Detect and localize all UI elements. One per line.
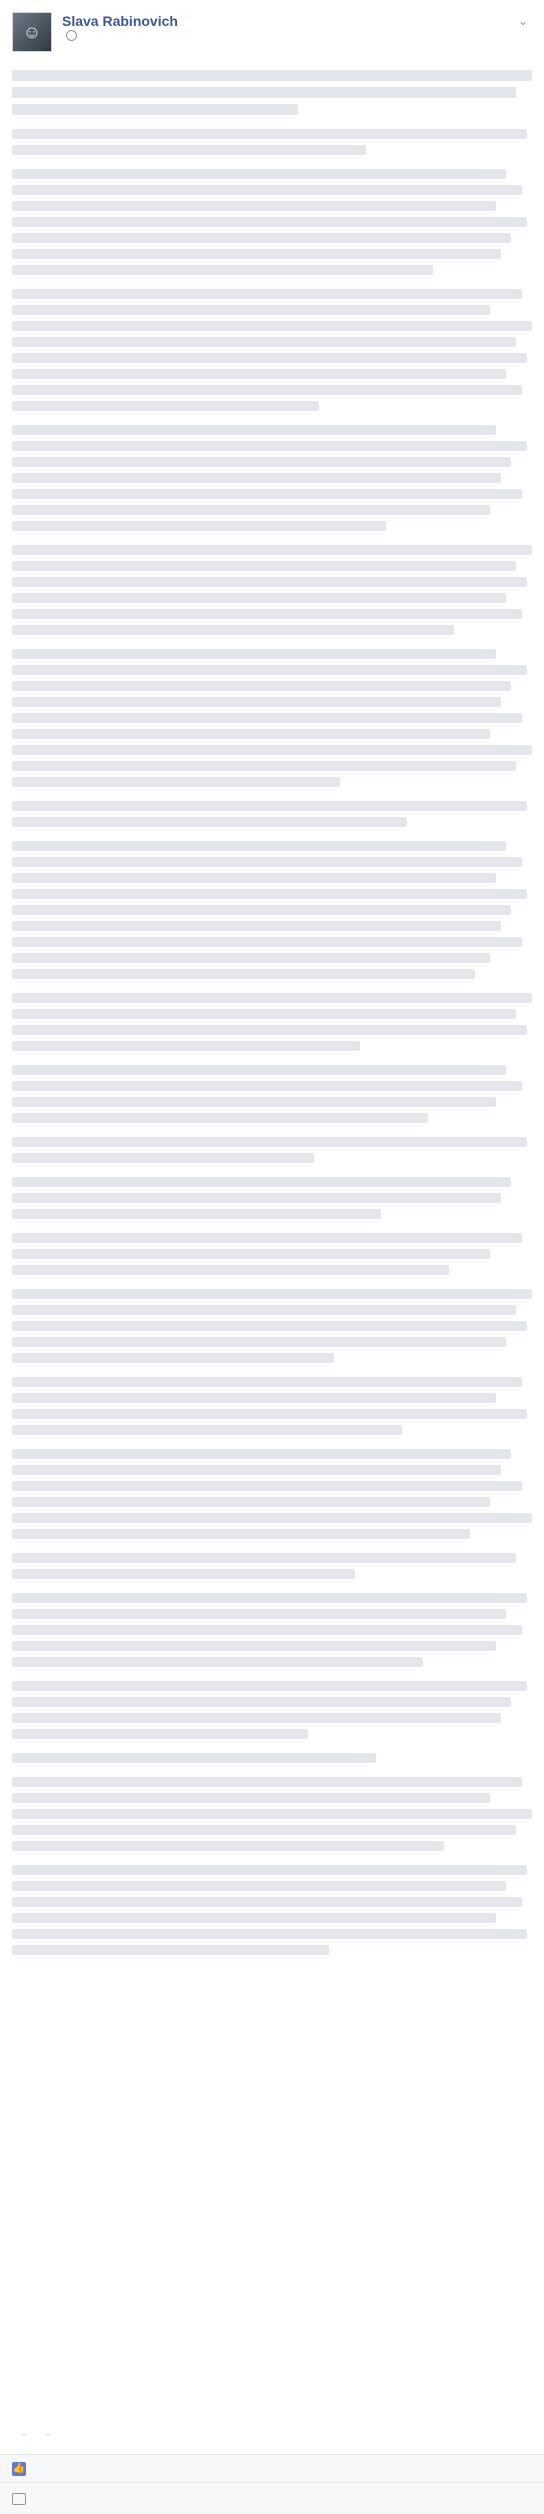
post-header <box>12 12 532 64</box>
text-line-placeholder <box>12 289 522 299</box>
text-line-placeholder <box>12 1641 496 1651</box>
text-line-placeholder <box>12 1481 522 1491</box>
text-line-placeholder <box>12 1209 381 1219</box>
text-line-placeholder <box>12 1177 511 1187</box>
text-line-placeholder <box>12 969 475 979</box>
post-paragraph <box>12 993 532 1051</box>
text-line-placeholder <box>12 1137 527 1147</box>
text-line-placeholder <box>12 1865 527 1875</box>
text-line-placeholder <box>12 1249 490 1259</box>
text-line-placeholder <box>12 1593 527 1603</box>
text-line-placeholder <box>12 337 516 347</box>
text-line-placeholder <box>12 1409 527 1419</box>
text-line-placeholder <box>12 801 527 811</box>
share-icon <box>12 2493 26 2505</box>
post-paragraph <box>12 1177 532 1219</box>
text-line-placeholder <box>12 1809 532 1819</box>
text-line-placeholder <box>12 1553 516 1563</box>
text-line-placeholder <box>12 937 522 947</box>
post-paragraph <box>12 1449 532 1539</box>
text-line-placeholder <box>12 1945 329 1955</box>
text-line-placeholder <box>12 1913 496 1923</box>
text-line-placeholder <box>12 1265 449 1275</box>
text-line-placeholder <box>12 921 501 931</box>
text-line-placeholder <box>12 697 501 707</box>
post-paragraph <box>12 425 532 531</box>
text-line-placeholder <box>12 953 490 963</box>
author-avatar[interactable]: ☺ <box>12 12 52 52</box>
text-line-placeholder <box>12 1825 516 1835</box>
text-line-placeholder <box>12 545 532 555</box>
text-line-placeholder <box>12 249 501 259</box>
text-line-placeholder <box>12 185 522 195</box>
text-line-placeholder <box>12 265 433 275</box>
post-paragraph <box>12 129 532 155</box>
text-line-placeholder <box>12 1393 496 1403</box>
text-line-placeholder <box>12 665 527 675</box>
text-line-placeholder <box>12 1465 501 1475</box>
text-line-placeholder <box>12 1529 470 1539</box>
text-line-placeholder <box>12 729 490 739</box>
text-line-placeholder <box>12 1025 527 1035</box>
shares-row <box>0 2483 544 2514</box>
post-paragraph <box>12 70 532 115</box>
post-paragraph <box>12 649 532 787</box>
separator-dot: · <box>46 2427 50 2441</box>
text-line-placeholder <box>12 489 522 499</box>
text-line-placeholder <box>12 873 496 883</box>
post-paragraph <box>12 1377 532 1435</box>
text-line-placeholder <box>12 713 522 723</box>
text-line-placeholder <box>12 385 522 395</box>
text-line-placeholder <box>12 1377 522 1387</box>
text-line-placeholder <box>12 1081 522 1091</box>
text-line-placeholder <box>12 305 490 315</box>
text-line-placeholder <box>12 1609 506 1619</box>
post-paragraph <box>12 1865 532 1955</box>
likes-bar <box>0 2454 544 2483</box>
text-line-placeholder <box>12 1009 516 1019</box>
text-line-placeholder <box>12 201 496 211</box>
text-line-placeholder <box>12 1753 376 1763</box>
text-line-placeholder <box>12 1041 360 1051</box>
text-line-placeholder <box>12 1793 490 1803</box>
text-line-placeholder <box>12 1321 527 1331</box>
text-line-placeholder <box>12 233 511 243</box>
text-line-placeholder <box>12 1929 527 1939</box>
text-line-placeholder <box>12 1065 506 1075</box>
separator-dot: · <box>22 2427 26 2441</box>
thumbs-up-icon: 👍 <box>12 2463 26 2474</box>
text-line-placeholder <box>12 1881 506 1891</box>
text-line-placeholder <box>12 1569 355 1579</box>
text-line-placeholder <box>12 1449 511 1459</box>
post-paragraph <box>12 169 532 275</box>
text-line-placeholder <box>12 1193 501 1203</box>
text-line-placeholder <box>12 473 501 483</box>
text-line-placeholder <box>12 505 490 515</box>
post-paragraph <box>12 1593 532 1667</box>
post-actions <box>12 2426 60 2442</box>
shares-bar <box>0 2482 544 2514</box>
text-line-placeholder <box>12 625 454 635</box>
text-line-placeholder <box>12 1513 532 1523</box>
text-line-placeholder <box>12 1337 506 1347</box>
text-line-placeholder <box>12 577 527 587</box>
post-paragraph <box>12 1289 532 1363</box>
post-paragraph <box>12 1777 532 1851</box>
text-line-placeholder <box>12 425 496 435</box>
post-paragraph <box>12 1681 532 1739</box>
post-paragraph <box>12 289 532 411</box>
post-paragraph <box>12 1753 532 1763</box>
text-line-placeholder <box>12 1289 532 1299</box>
text-line-placeholder <box>12 681 511 691</box>
post-content <box>12 70 532 1955</box>
text-line-placeholder <box>12 817 407 827</box>
text-line-placeholder <box>12 129 527 139</box>
author-name-link[interactable]: Slava Rabinovich <box>62 13 178 29</box>
text-line-placeholder <box>12 761 516 771</box>
text-line-placeholder <box>12 745 532 755</box>
text-line-placeholder <box>12 1113 428 1123</box>
text-line-placeholder <box>12 857 522 867</box>
text-line-placeholder <box>12 1729 308 1739</box>
text-line-placeholder <box>12 1777 522 1787</box>
post-paragraph <box>12 545 532 635</box>
text-line-placeholder <box>12 169 506 179</box>
post-paragraph <box>12 1065 532 1123</box>
text-line-placeholder <box>12 1153 314 1163</box>
likes-row <box>0 2455 544 2483</box>
text-line-placeholder <box>12 217 527 227</box>
text-line-placeholder <box>12 1713 501 1723</box>
text-line-placeholder <box>12 1305 516 1315</box>
text-line-placeholder <box>12 841 506 851</box>
text-line-placeholder <box>12 905 511 915</box>
text-line-placeholder <box>12 993 532 1003</box>
text-line-placeholder <box>12 70 532 81</box>
text-line-placeholder <box>12 353 527 363</box>
text-line-placeholder <box>12 889 527 899</box>
text-line-placeholder <box>12 1657 423 1667</box>
text-line-placeholder <box>12 777 340 787</box>
post-meta <box>62 12 178 41</box>
text-line-placeholder <box>12 1841 444 1851</box>
text-line-placeholder <box>12 1625 522 1635</box>
text-line-placeholder <box>12 145 366 155</box>
text-line-placeholder <box>12 561 516 571</box>
text-line-placeholder <box>12 321 532 331</box>
text-line-placeholder <box>12 1897 522 1907</box>
text-line-placeholder <box>12 401 319 411</box>
text-line-placeholder <box>12 369 506 379</box>
text-line-placeholder <box>12 609 522 619</box>
post-paragraph <box>12 1137 532 1163</box>
post-paragraph <box>12 801 532 827</box>
post-paragraph <box>12 1553 532 1579</box>
text-line-placeholder <box>12 593 506 603</box>
text-line-placeholder <box>12 1353 334 1363</box>
text-line-placeholder <box>12 87 516 98</box>
post-paragraph <box>12 841 532 979</box>
text-line-placeholder <box>12 441 527 451</box>
text-line-placeholder <box>12 1697 511 1707</box>
text-line-placeholder <box>12 1681 527 1691</box>
text-line-placeholder <box>12 104 298 115</box>
post-paragraph <box>12 1233 532 1275</box>
text-line-placeholder <box>12 457 511 467</box>
text-line-placeholder <box>12 1097 496 1107</box>
text-line-placeholder <box>12 649 496 659</box>
globe-icon <box>66 30 77 41</box>
text-line-placeholder <box>12 1497 490 1507</box>
text-line-placeholder <box>12 521 386 531</box>
text-line-placeholder <box>12 1425 402 1435</box>
text-line-placeholder <box>12 1233 522 1243</box>
chevron-down-icon[interactable]: ⌄ <box>517 14 529 28</box>
post-date-row <box>62 30 178 41</box>
